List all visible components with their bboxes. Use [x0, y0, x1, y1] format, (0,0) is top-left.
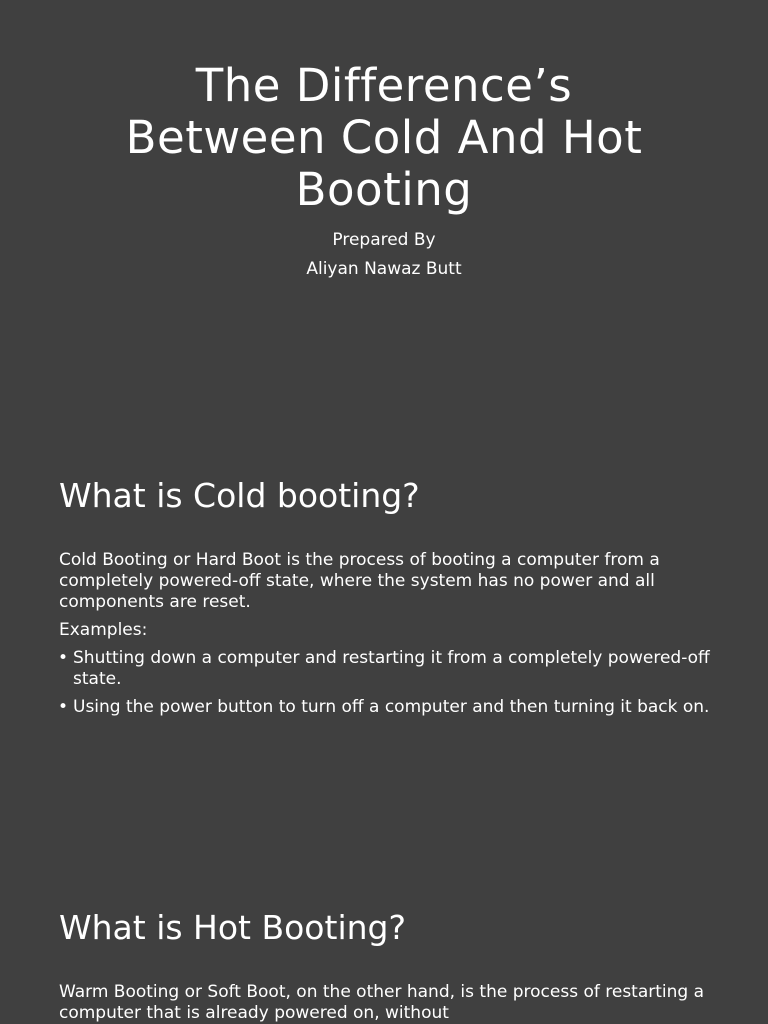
bullet-icon: •: [58, 648, 69, 668]
title-line-2: Between Cold And Hot: [125, 111, 643, 164]
bullet-icon: •: [58, 697, 69, 717]
examples-label: Examples:: [59, 620, 148, 640]
title-line-3: Booting: [295, 163, 473, 216]
cold-booting-slide: [0, 432, 768, 862]
title-line-1: The Difference’s: [195, 59, 573, 112]
hot-booting-heading: What is Hot Booting?: [59, 908, 406, 947]
cold-booting-body: [59, 550, 719, 725]
title-slide: [0, 0, 768, 430]
cold-booting-heading: What is Cold booting?: [59, 476, 420, 515]
hot-booting-body: [59, 982, 719, 1024]
author-name: Aliyan Nawaz Butt: [306, 259, 462, 279]
list-item: [59, 648, 719, 690]
cold-booting-definition: Cold Booting or Hard Boot is the process of booting a computer from a completely powered-off state, where the system has no power and all components are reset.: [59, 550, 660, 612]
list-item: [59, 697, 719, 718]
hot-booting-definition: Warm Booting or Soft Boot, on the other hand, is the process of restarting a computer that is already powered on, without: [59, 982, 705, 1023]
examples-list: [59, 648, 719, 718]
example-text: Shutting down a computer and restarting it from a completely powered-off state.: [73, 648, 710, 689]
example-text: Using the power button to turn off a computer and then turning it back on.: [73, 697, 710, 717]
prepared-by-label: Prepared By: [332, 230, 436, 250]
presentation-title: [60, 60, 708, 216]
hot-booting-slide: [0, 864, 768, 1024]
